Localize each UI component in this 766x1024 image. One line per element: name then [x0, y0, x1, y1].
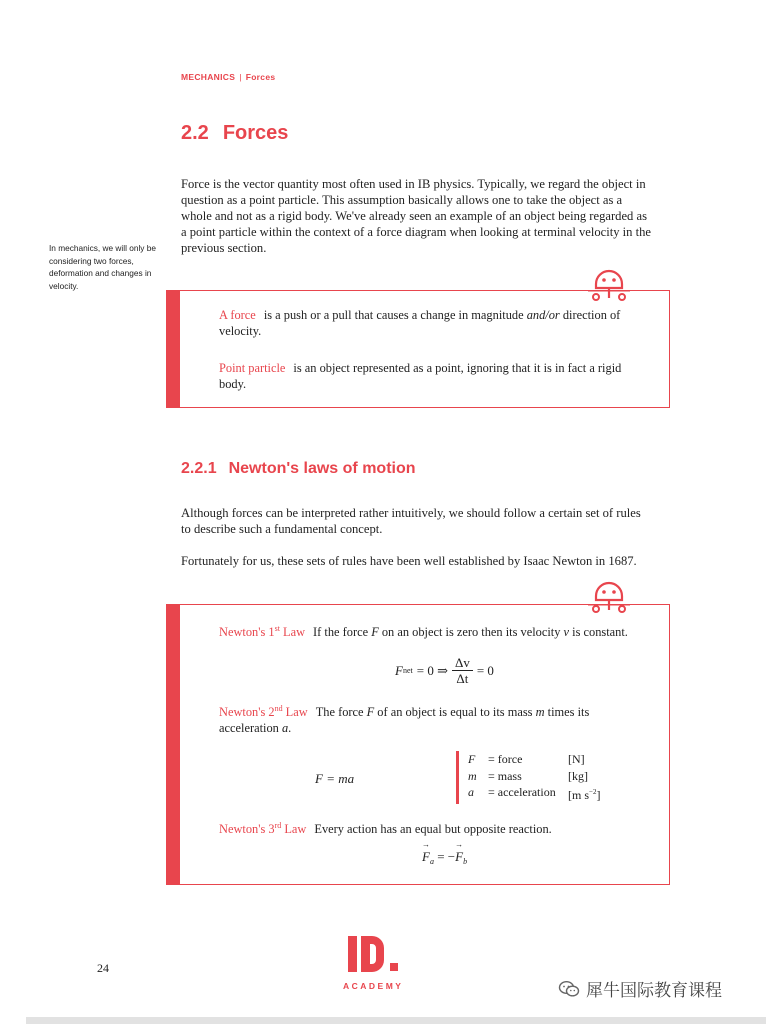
law-term-prefix: Newton's 2: [219, 705, 275, 720]
legend-unit: [568, 784, 600, 804]
eq-vector-a: → F: [422, 849, 430, 865]
first-law-equation: [395, 655, 494, 686]
legend-name: = acceleration: [488, 785, 556, 799]
law-text: times its acceleration: [219, 705, 590, 736]
wechat-icon: [558, 980, 580, 998]
definition-term: A force: [219, 308, 256, 322]
box-accent-bar: [167, 291, 180, 407]
law-term: [219, 705, 308, 719]
legend-row-acceleration: [468, 784, 600, 804]
ib-academy-logo: [343, 936, 413, 992]
law-term-suffix: Law: [281, 822, 307, 837]
eq-denominator: Δt: [456, 671, 469, 686]
eq-vector-b: → F: [455, 849, 463, 865]
laws-intro-paragraph: Although forces can be interpreted rather intuitively, we should follow a certain set of rules to describe such a fundamental concept.: [181, 506, 641, 536]
var-mass: m: [535, 705, 545, 720]
eq-lhs: F: [395, 662, 403, 678]
law-term-prefix: Newton's 3: [219, 822, 275, 837]
var-acceleration: a: [281, 721, 289, 736]
var-force: F: [366, 705, 375, 720]
legend-symbol: m: [468, 768, 477, 783]
bottom-scroll-strip: [26, 1017, 766, 1024]
logo-word: ACADEMY: [343, 981, 404, 991]
definition-text: is a push or a pull that causes a change in magnitude: [263, 308, 527, 322]
section-number: 2.2: [181, 122, 209, 144]
law-text: Every action has an equal but opposite reaction.: [314, 822, 552, 837]
running-header: [181, 72, 275, 82]
watermark: [558, 976, 722, 1001]
law-term-prefix: Newton's 1: [219, 625, 275, 640]
definitions-box: [166, 290, 670, 408]
header-section: MECHANICS: [181, 72, 236, 82]
newtons-second-law: [219, 701, 649, 736]
laws-history-paragraph: Fortunately for us, these sets of rules have been well established by Isaac Newton in 1687.: [181, 554, 637, 568]
legend-unit: [N]: [568, 752, 585, 766]
eq-fraction: [452, 655, 473, 686]
logo-b-shape: [361, 936, 384, 972]
newtons-first-law: [219, 621, 649, 640]
law-term-sup: nd: [274, 704, 283, 713]
definition-emphasis: and/or: [526, 308, 560, 322]
eq-mid: = −: [433, 849, 456, 864]
definition-text: is an object represented as a point, ignoring that it is in fact a rigid body.: [219, 361, 622, 391]
legend-symbol: F: [468, 752, 476, 766]
law-text: is constant.: [569, 625, 628, 640]
legend-unit-sup: −2: [589, 788, 597, 796]
newtons-laws-box: [166, 604, 670, 885]
watermark-text: 犀牛国际教育课程: [586, 981, 722, 1000]
definition-term: Point particle: [219, 361, 286, 375]
law-term-suffix: Law: [279, 625, 306, 640]
variables-legend: [456, 751, 600, 804]
law-term: [219, 822, 306, 836]
law-term-sup: st: [274, 624, 280, 633]
subsection-title: Newton's laws of motion: [228, 460, 416, 477]
legend-row-force: [468, 751, 600, 768]
law-text: of an object is equal to its mass: [374, 705, 536, 720]
eq-numerator: Δv: [452, 655, 473, 671]
page-number: 24: [97, 961, 109, 975]
margin-note: In mechanics, we will only be considering two forces, deformation and changes in velocity.: [49, 243, 156, 291]
eq-sub-a: a: [429, 857, 434, 866]
law-text: The force: [315, 705, 367, 720]
subsection-number: 2.2.1: [181, 460, 217, 477]
var-force: F: [371, 625, 379, 640]
law-text: on an object is zero then its velocity: [378, 625, 564, 640]
logo-i-shape: [348, 936, 357, 972]
eq-mid: = 0 ⇒: [416, 662, 448, 678]
header-separator: |: [239, 72, 242, 82]
newtons-third-law: [219, 818, 649, 837]
law-term-sup: rd: [274, 821, 282, 830]
legend-unit-base: [m s: [568, 788, 589, 802]
legend-unit: [kg]: [568, 768, 588, 783]
definition-point-particle: [219, 360, 649, 392]
eq-sub-b: b: [463, 857, 468, 866]
law-term-suffix: Law: [282, 705, 308, 720]
intro-paragraph: Force is the vector quantity most often used in IB physics. Typically, we regard the object in question as a point particle. This assumption basically allows one to take the object as a whole and not as a rigid body. We've already seen an example of an object being regarded as a point particle within the context of a force diagram when looking at terminal velocity in the previous section.: [181, 177, 652, 255]
legend-name: = force: [488, 752, 523, 766]
eq-rhs: = 0: [476, 662, 494, 678]
section-title: Forces: [222, 122, 289, 144]
box-accent-bar: [167, 605, 180, 884]
legend-symbol: a: [468, 785, 474, 799]
law-text: .: [288, 721, 292, 736]
logo-dot: [390, 963, 398, 971]
definition-text-end: direction of velocity.: [219, 308, 621, 338]
header-topic: Forces: [245, 72, 276, 82]
var-velocity: v: [563, 625, 570, 640]
law-term: [219, 625, 305, 639]
legend-unit-end: ]: [596, 788, 601, 802]
legend-name: = mass: [488, 768, 522, 783]
section-heading: [181, 122, 288, 145]
third-law-equation: [422, 849, 467, 866]
definition-force: [219, 307, 649, 339]
second-law-equation: F = ma: [315, 771, 355, 786]
subsection-heading: [181, 460, 416, 478]
legend-row-mass: [468, 768, 600, 785]
law-text: If the force: [313, 625, 372, 640]
eq-lhs-sub: net: [402, 666, 413, 675]
